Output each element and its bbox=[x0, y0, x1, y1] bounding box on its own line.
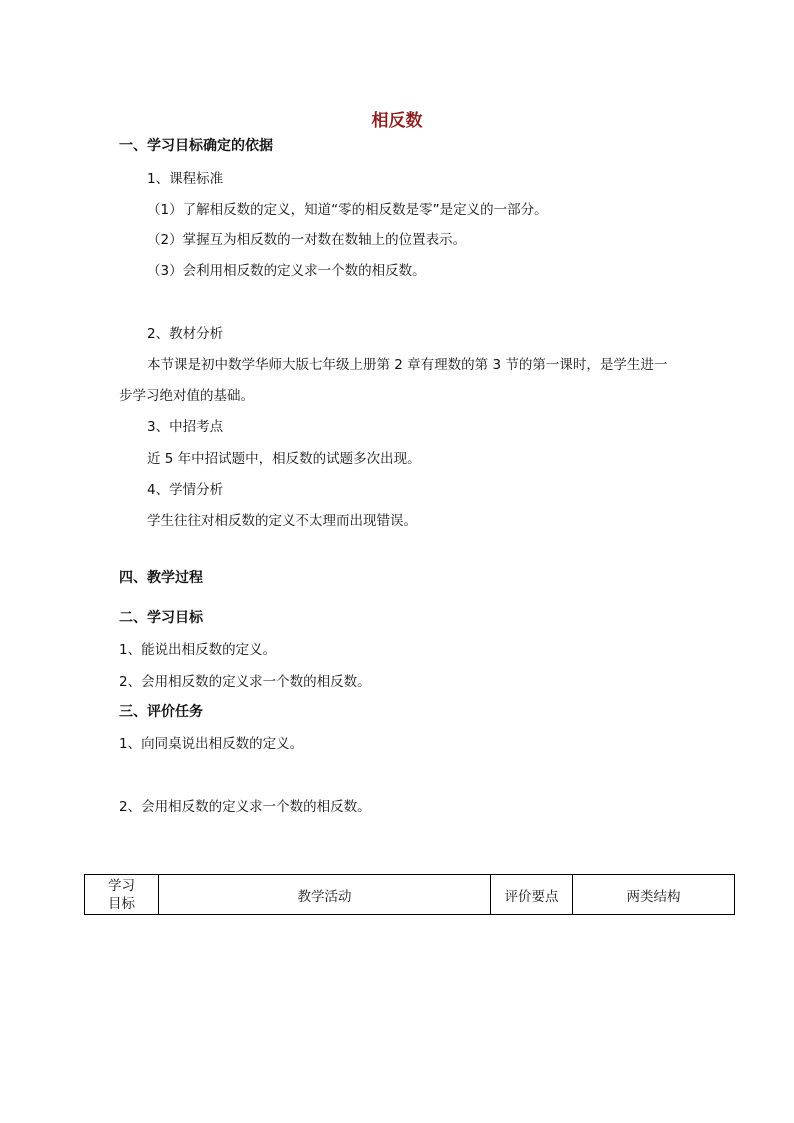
evaluation-item: 1、向同桌说出相反数的定义。 bbox=[119, 736, 304, 752]
table-header-goal-line1: 学习 bbox=[108, 877, 135, 894]
goal-item: 2、会用相反数的定义求一个数的相反数。 bbox=[119, 674, 371, 690]
student-analysis-text: 学生往往对相反数的定义不太理而出现错误。 bbox=[147, 513, 417, 529]
subsection-label-exam: 3、中招考点 bbox=[147, 419, 224, 435]
table-header-evaluation: 评价要点 bbox=[491, 875, 573, 915]
curriculum-item: （3）会利用相反数的定义求一个数的相反数。 bbox=[147, 263, 426, 279]
curriculum-item: （1）了解相反数的定义，知道“零的相反数是零”是定义的一部分。 bbox=[147, 202, 548, 218]
subsection-label-student: 4、学情分析 bbox=[147, 482, 224, 498]
exam-points-text: 近 5 年中招试题中，相反数的试题多次出现。 bbox=[147, 451, 421, 467]
table-header-goal-line2: 目标 bbox=[108, 895, 135, 912]
goal-item: 1、能说出相反数的定义。 bbox=[119, 642, 277, 658]
section-heading-basis: 一、学习目标确定的依据 bbox=[119, 138, 273, 154]
section-heading-process: 四、教学过程 bbox=[119, 570, 203, 586]
table-header-structure: 两类结构 bbox=[573, 875, 735, 915]
section-heading-evaluation: 三、评价任务 bbox=[119, 704, 203, 720]
table-header-activity: 教学活动 bbox=[159, 875, 491, 915]
evaluation-item: 2、会用相反数的定义求一个数的相反数。 bbox=[119, 799, 371, 815]
table-header-row bbox=[85, 875, 735, 915]
section-heading-goals: 二、学习目标 bbox=[119, 610, 203, 626]
table-header-goal bbox=[85, 875, 159, 915]
subsection-label-curriculum: 1、课程标准 bbox=[147, 171, 224, 187]
material-analysis-text-cont: 步学习绝对值的基础。 bbox=[119, 388, 254, 404]
page-title: 相反数 bbox=[371, 111, 423, 131]
lesson-table bbox=[84, 874, 735, 915]
curriculum-item: （2）掌握互为相反数的一对数在数轴上的位置表示。 bbox=[147, 232, 467, 248]
material-analysis-text: 本节课是初中数学华师大版七年级上册第 2 章有理数的第 3 节的第一课时，是学生进一 bbox=[147, 357, 668, 373]
subsection-label-material: 2、教材分析 bbox=[147, 326, 224, 342]
